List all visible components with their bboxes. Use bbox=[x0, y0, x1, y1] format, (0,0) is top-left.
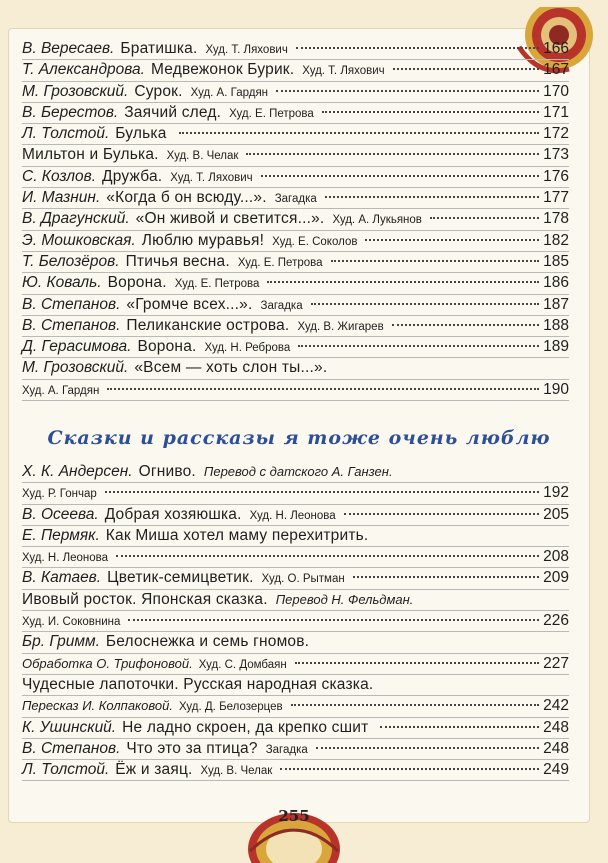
entry-author: Л. Толстой. bbox=[22, 761, 110, 779]
entry-title: Медвежонок Бурик. bbox=[150, 61, 295, 79]
entry-author: Бр. Гримм. bbox=[22, 633, 100, 651]
toc-entry bbox=[22, 316, 569, 336]
entry-title: Дружба. bbox=[102, 167, 163, 185]
entry-illustrator: Худ. А. Лукьянов bbox=[332, 214, 422, 227]
entry-illustrator: Худ. Е. Петрова bbox=[237, 256, 323, 269]
dot-leader bbox=[380, 726, 539, 728]
entry-author: М. Грозовский. bbox=[22, 359, 129, 377]
entry-illustrator: Худ. И. Соковнина bbox=[22, 616, 121, 629]
entry-translator: Перевод с датского А. Ганзен. bbox=[203, 464, 393, 479]
entry-title: Белоснежка и семь гномов. bbox=[105, 633, 310, 651]
dot-leader bbox=[311, 303, 539, 305]
dot-leader bbox=[107, 388, 539, 390]
entry-author: К. Ушинский. bbox=[22, 718, 117, 736]
toc-entry bbox=[22, 231, 569, 251]
dot-leader bbox=[325, 196, 539, 198]
toc-section-tales bbox=[22, 462, 569, 781]
toc-entry bbox=[22, 632, 569, 652]
toc-entry bbox=[22, 760, 569, 780]
section-heading: Сказки и рассказы я тоже очень люблю bbox=[47, 427, 551, 449]
entry-illustrator: Худ. Е. Соколов bbox=[272, 235, 358, 248]
entry-illustrator: Худ. Д. Белозерцев bbox=[179, 701, 283, 714]
dot-leader bbox=[276, 90, 539, 92]
toc-entry bbox=[22, 188, 569, 208]
entry-illustrator: Худ. Т. Ляхович bbox=[205, 44, 288, 56]
entry-title: «Когда б он всюду...». bbox=[106, 189, 267, 207]
entry-author: И. Мазнин. bbox=[22, 189, 101, 207]
dot-leader bbox=[393, 68, 539, 70]
toc-entry bbox=[22, 590, 569, 610]
entry-title: Сурок. bbox=[134, 82, 183, 100]
entry-author: Т. Александрова. bbox=[22, 61, 145, 79]
entry-title: Булька bbox=[115, 125, 167, 143]
entry-page-number: 248 bbox=[543, 718, 569, 736]
entry-page-number: 226 bbox=[543, 612, 569, 630]
entry-illustrator: Худ. Е. Петрова bbox=[229, 107, 314, 120]
toc-entry bbox=[22, 252, 569, 272]
toc-entry bbox=[22, 505, 569, 525]
toc-entry bbox=[22, 82, 569, 102]
entry-translator: Пересказ И. Колпаковой. bbox=[22, 698, 173, 714]
dot-leader bbox=[316, 747, 539, 749]
entry-title: «Всем — хоть слон ты...». bbox=[134, 359, 328, 377]
dot-leader bbox=[246, 153, 539, 155]
entry-page-number: 167 bbox=[543, 61, 569, 79]
toc-entry bbox=[22, 675, 569, 695]
entry-author: Л. Толстой. bbox=[22, 125, 110, 143]
entry-illustrator: Худ. Т. Ляхович bbox=[170, 171, 253, 184]
entry-illustrator: Худ. В. Челак bbox=[200, 765, 273, 778]
entry-page-number: 242 bbox=[543, 697, 569, 715]
dot-leader bbox=[430, 217, 539, 219]
entry-translator: Перевод Н. Фельдман. bbox=[275, 591, 414, 607]
dot-leader bbox=[295, 662, 539, 664]
entry-author: Ю. Коваль. bbox=[22, 274, 102, 292]
entry-author: В. Степанов. bbox=[22, 295, 121, 313]
toc-entry bbox=[22, 611, 569, 631]
entry-title: Заячий след. bbox=[124, 103, 222, 121]
dot-leader bbox=[291, 704, 539, 706]
entry-page-number: 170 bbox=[543, 82, 569, 100]
entry-illustrator: Худ. Е. Петрова bbox=[174, 278, 260, 291]
entry-illustrator: Худ. В. Жигарев bbox=[297, 320, 384, 333]
dot-leader bbox=[392, 324, 539, 326]
entry-title: Добрая хозяюшка. bbox=[104, 505, 242, 523]
entry-author: Е. Пермяк. bbox=[22, 526, 100, 544]
toc-entry bbox=[22, 568, 569, 588]
toc-entry bbox=[22, 547, 569, 567]
row-divider bbox=[22, 400, 569, 401]
dot-leader bbox=[298, 345, 539, 347]
toc-entry bbox=[22, 526, 569, 546]
toc-entry bbox=[22, 145, 569, 165]
entry-author: В. Степанов. bbox=[22, 739, 121, 757]
entry-page-number: 227 bbox=[543, 654, 569, 672]
entry-page-number: 166 bbox=[543, 40, 569, 57]
toc-entry bbox=[22, 103, 569, 123]
dot-leader bbox=[353, 576, 539, 578]
toc-entry bbox=[22, 167, 569, 187]
toc-entry bbox=[22, 273, 569, 293]
entry-page-number: 186 bbox=[543, 274, 569, 292]
entry-author: В. Драгунский. bbox=[22, 210, 130, 228]
toc-entry bbox=[22, 358, 569, 378]
entry-title: Ёж и заяц. bbox=[115, 761, 193, 779]
entry-page-number: 171 bbox=[543, 103, 569, 121]
toc-entry bbox=[22, 718, 569, 738]
entry-title: Пеликанские острова. bbox=[126, 316, 290, 334]
entry-page-number: 208 bbox=[543, 548, 569, 566]
entry-title: Братишка. bbox=[120, 40, 198, 57]
entry-page-number: 173 bbox=[543, 146, 569, 164]
dot-leader bbox=[280, 768, 539, 770]
entry-page-number: 188 bbox=[543, 316, 569, 334]
toc-entry bbox=[22, 295, 569, 315]
entry-illustrator: Худ. Н. Леонова bbox=[249, 509, 336, 522]
dot-leader bbox=[261, 175, 539, 177]
entry-illustrator: Худ. С. Домбаян bbox=[198, 658, 287, 671]
entry-title: Не ладно скроен, да крепко сшит bbox=[122, 718, 369, 736]
entry-author: В. Вересаев. bbox=[22, 40, 115, 57]
dot-leader bbox=[179, 132, 539, 134]
toc-entry bbox=[22, 654, 569, 674]
row-divider bbox=[22, 780, 569, 781]
entry-page-number: 172 bbox=[543, 125, 569, 143]
entry-author: С. Козлов. bbox=[22, 167, 97, 185]
entry-page-number: 190 bbox=[543, 380, 569, 398]
entry-page-number: 185 bbox=[543, 252, 569, 270]
entry-author: Э. Мошковская. bbox=[22, 231, 136, 249]
entry-author: Т. Белозёров. bbox=[22, 252, 120, 270]
dot-leader bbox=[267, 281, 539, 283]
toc-entry bbox=[22, 209, 569, 229]
entry-title: Ворона. bbox=[107, 274, 167, 292]
entry-illustrator: Худ. Н. Реброва bbox=[204, 342, 291, 355]
book-page bbox=[8, 28, 590, 823]
toc-entry bbox=[22, 60, 569, 80]
toc-entry bbox=[22, 337, 569, 357]
entry-illustrator: Худ. Н. Леонова bbox=[22, 552, 109, 565]
entry-page-number: 177 bbox=[543, 189, 569, 207]
dot-leader bbox=[365, 239, 539, 241]
toc-entry bbox=[22, 696, 569, 716]
entry-title: Что это за птица? bbox=[126, 739, 258, 757]
entry-title: «Громче всех...». bbox=[126, 295, 253, 313]
entry-title: Люблю муравья! bbox=[141, 231, 265, 249]
entry-illustrator: Худ. В. Челак bbox=[166, 150, 239, 163]
entry-translator: Обработка О. Трифоновой. bbox=[22, 655, 193, 671]
entry-title: Птичья весна. bbox=[125, 252, 230, 270]
toc-entry bbox=[22, 380, 569, 400]
entry-author: Х. К. Андерсен. bbox=[22, 463, 133, 480]
entry-page-number: 205 bbox=[543, 505, 569, 523]
entry-page-number: 182 bbox=[543, 231, 569, 249]
entry-title: Мильтон и Булька. bbox=[22, 146, 159, 164]
entry-title: Чудесные лапоточки. Русская народная сказка. bbox=[22, 675, 374, 693]
entry-title: Как Миша хотел маму перехитрить. bbox=[105, 526, 369, 544]
dot-leader bbox=[322, 111, 539, 113]
entry-title: Цветик-семицветик. bbox=[107, 569, 254, 587]
dot-leader bbox=[296, 47, 539, 49]
entry-illustrator: Худ. Т. Ляхович bbox=[302, 65, 385, 78]
entry-illustrator: Худ. О. Рытман bbox=[261, 573, 345, 586]
entry-illustrator: Загадка bbox=[274, 193, 317, 206]
entry-author: В. Катаев. bbox=[22, 569, 102, 587]
entry-author: Д. Герасимова. bbox=[22, 338, 132, 356]
entry-illustrator: Худ. Р. Гончар bbox=[22, 488, 97, 501]
entry-title: Ворона. bbox=[137, 338, 197, 356]
entry-page-number: 187 bbox=[543, 295, 569, 313]
entry-page-number: 192 bbox=[543, 484, 569, 502]
entry-title: «Он живой и светится...». bbox=[135, 210, 325, 228]
entry-illustrator: Худ. А. Гардян bbox=[22, 384, 100, 397]
entry-title: Ивовый росток. Японская сказка. bbox=[22, 590, 268, 608]
dot-leader bbox=[116, 555, 539, 557]
toc-entry bbox=[22, 739, 569, 759]
entry-author: М. Грозовский. bbox=[22, 82, 129, 100]
toc-entry bbox=[22, 483, 569, 503]
toc-entry bbox=[22, 462, 569, 482]
entry-illustrator: Худ. А. Гардян bbox=[190, 86, 269, 99]
dot-leader bbox=[128, 619, 539, 621]
entry-illustrator: Загадка bbox=[260, 299, 303, 312]
dot-leader bbox=[105, 491, 539, 493]
dot-leader bbox=[331, 260, 539, 262]
entry-page-number: 189 bbox=[543, 338, 569, 356]
dot-leader bbox=[344, 513, 539, 515]
entry-author: В. Осеева. bbox=[22, 505, 99, 523]
entry-author: В. Берестов. bbox=[22, 103, 119, 121]
entry-page-number: 178 bbox=[543, 210, 569, 228]
entry-page-number: 176 bbox=[543, 167, 569, 185]
entry-author: В. Степанов. bbox=[22, 316, 121, 334]
page-number: 255 bbox=[278, 807, 310, 825]
toc-entry bbox=[22, 124, 569, 144]
toc-entry bbox=[22, 39, 569, 59]
entry-page-number: 249 bbox=[543, 761, 569, 779]
entry-illustrator: Загадка bbox=[265, 743, 308, 756]
toc-section-poems bbox=[22, 39, 569, 401]
entry-page-number: 209 bbox=[543, 569, 569, 587]
entry-title: Огниво. bbox=[138, 463, 196, 480]
entry-page-number: 248 bbox=[543, 739, 569, 757]
